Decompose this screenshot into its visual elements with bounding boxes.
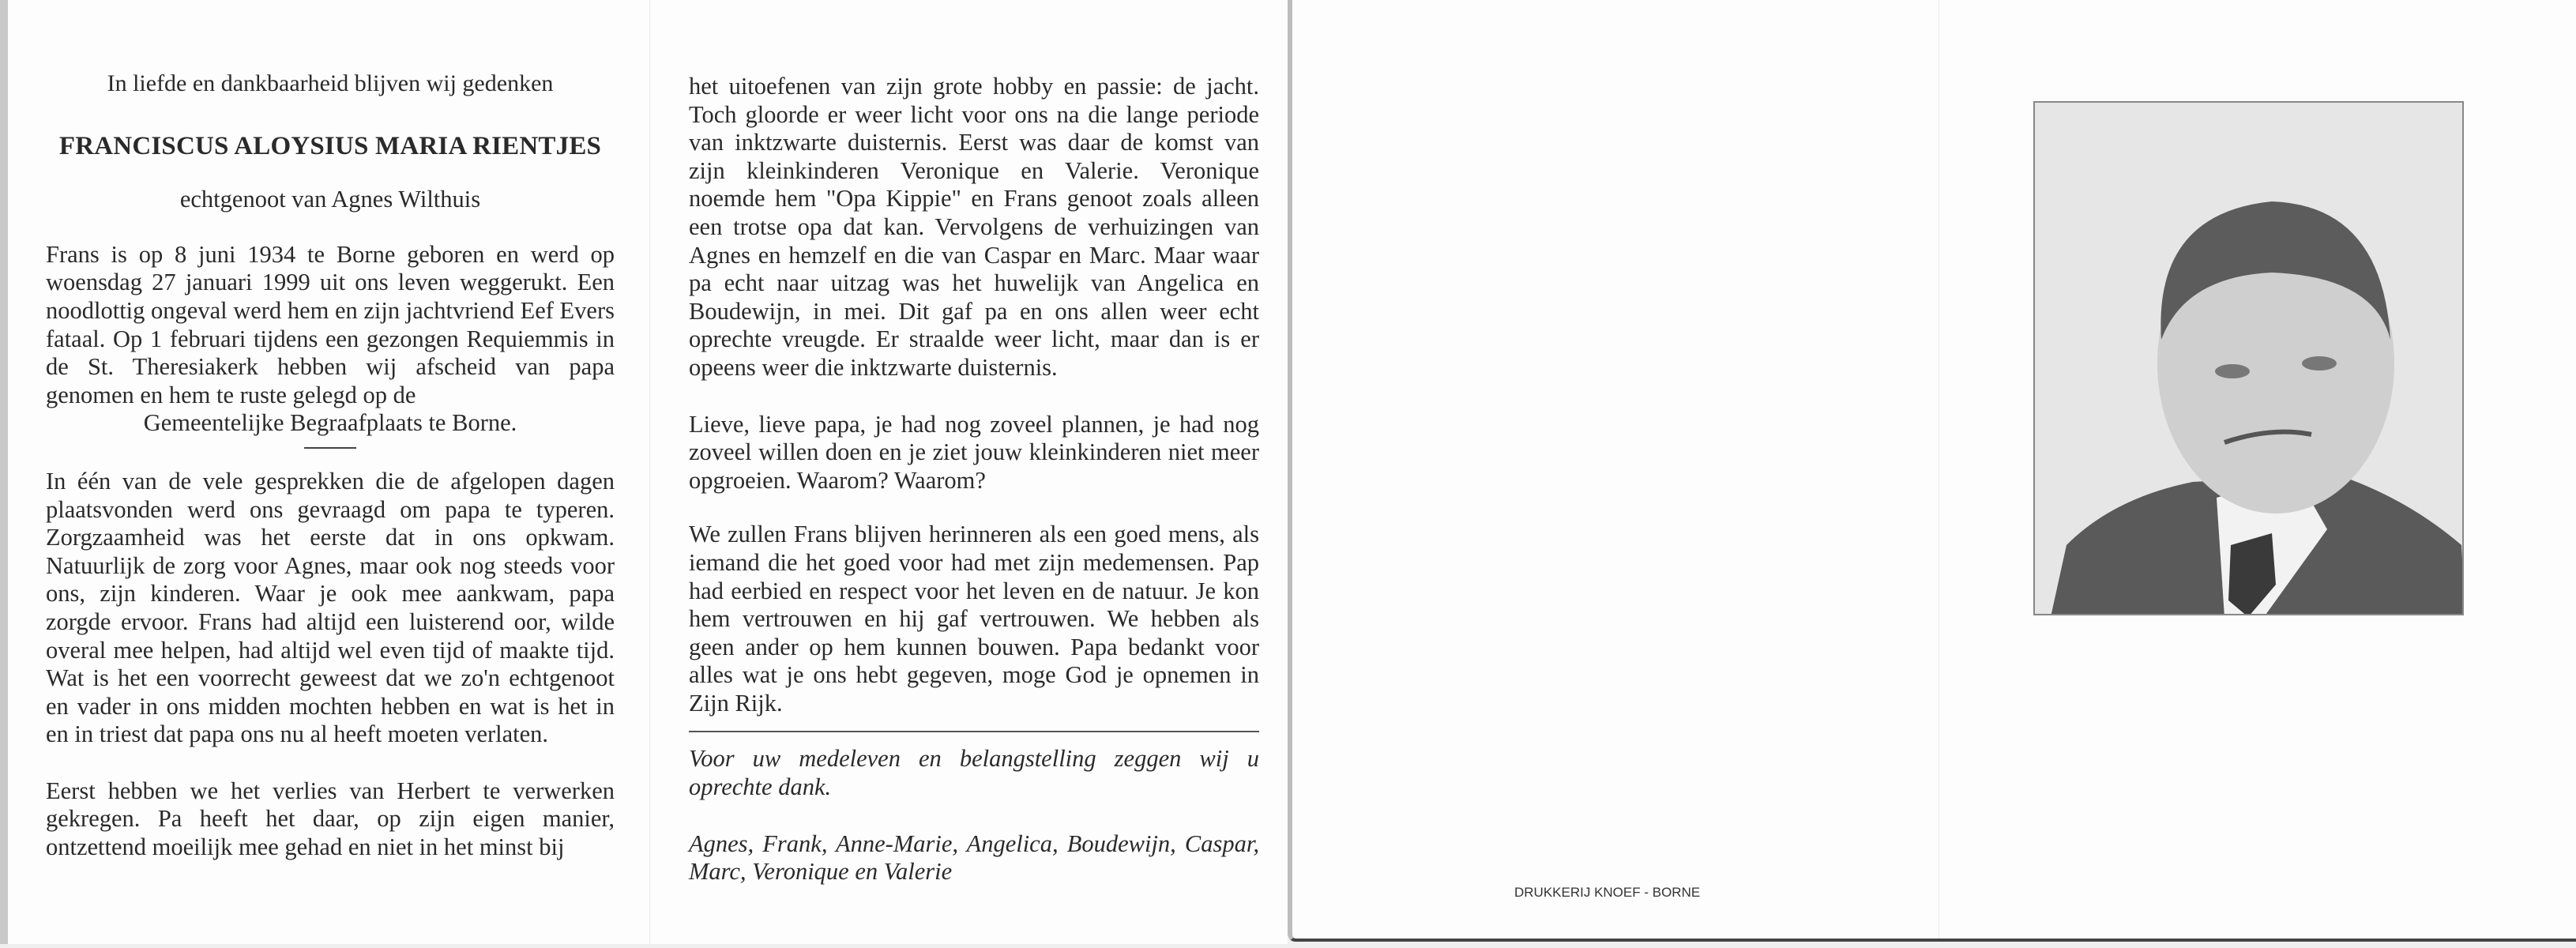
left-column [46,70,615,862]
fold-line [649,0,650,944]
hobby-paragraph: het uitoefenen van zijn grote hobby en passie: de jacht. Toch gloorde er weer licht voor ons na die lange periode van inktzwarte duisternis. Eerst was daar de komst van zijn kleinkinderen Veronique en Valerie. Veronique noemde hem "Opa Kippie" en Frans genoot zoals alleen een trotse opa dat kan. Vervolgens de verhuizingen van Agnes en hemzelf en die van Caspar en Marc. Maar waar pa echt naar uitzag was het huwelijk van Angelica en Boudewijn, in mei. Dit gaf pa en ons allen weer echt oprechte vreugde. Er straalde weer licht, maar dan is er opeens weer die inktzwarte duisternis. [689,73,1259,381]
memorial-card-inside [0,0,1288,944]
character-paragraph: In één van de vele gesprekken die de afgelopen dagen plaatsvonden werd ons gevraagd om papa te typeren. Zorgzaamheid was het eerste dat in ons opkwam. Natuurlijk de zorg voor Agnes, maar ook nog steeds voor ons, zijn kinderen. Waar je ook mee aankwam, papa zorgde ervoor. Frans had altijd een luisterend oor, wilde overal mee helpen, had altijd wel even tijd of maakte tijd. Wat is het een voorrecht geweest dat we zo'n echtgenoot en vader in ons midden mochten hebben en wat is het in en in triest dat papa ons nu al heeft moeten verlaten. [46,467,615,748]
spouse-line: echtgenoot van Agnes Wilthuis [179,186,481,213]
remembrance-paragraph: We zullen Frans blijven herinneren als een goed mens, als iemand die het goed voor had met zijn medemensen. Pap had eerbied en respect voor het leven en de natuur. Je kon hem vertrouwen en hij gaf vertrouwen. We hebben als geen ander op hem kunnen bouwen. Papa bedankt voor alles wat je ons hebt gegeven, moge God je opnemen in Zijn Rijk. [689,521,1259,717]
biography-paragraph: Frans is op 8 juni 1934 te Borne geboren en werd op woensdag 27 januari 1999 uit ons leven weggerukt. Een noodlottig ongeval werd hem en zijn jachtvriend Eef Evers fataal. Op 1 februari tijdens een gezongen Requiemmis in de St. Theresiakerk hebben wij afscheid van papa genomen en hem te ruste gelegd op de [46,240,615,408]
signatories: Agnes, Frank, Anne-Marie, Angelica, Boudewijn, Caspar, Marc, Veronique en Valerie [689,830,1259,886]
farewell-paragraph: Lieve, lieve papa, je had nog zoveel plannen, je had nog zoveel willen doen en je ziet jouw kleinkinderen niet meer opgroeien. Waarom? Waarom? [689,410,1259,494]
divider [304,447,356,449]
burial-place-line: Gemeentelijke Begraafplaats te Borne. [143,409,517,437]
right-column [689,73,1259,886]
memorial-heading: In liefde en dankbaarheid blijven wij gedenken [107,70,554,96]
divider [689,731,1259,732]
thanks-note: Voor uw medeleven en belangstelling zeggen wij u oprechte dank. [689,745,1259,801]
printer-credit: DRUKKERIJ KNOEF - BORNE [1514,885,1701,900]
loss-paragraph: Eerst hebben we het verlies van Herbert te verwerken gekregen. Pa heeft het daar, op zijn eigen manier, ontzettend moeilijk mee gehad en niet in het minst bij [46,777,615,861]
deceased-name: FRANCISCUS ALOYSIUS MARIA RIENTJES [58,131,602,160]
portrait-photo [2033,101,2464,615]
portrait-photo-image [2035,103,2464,615]
